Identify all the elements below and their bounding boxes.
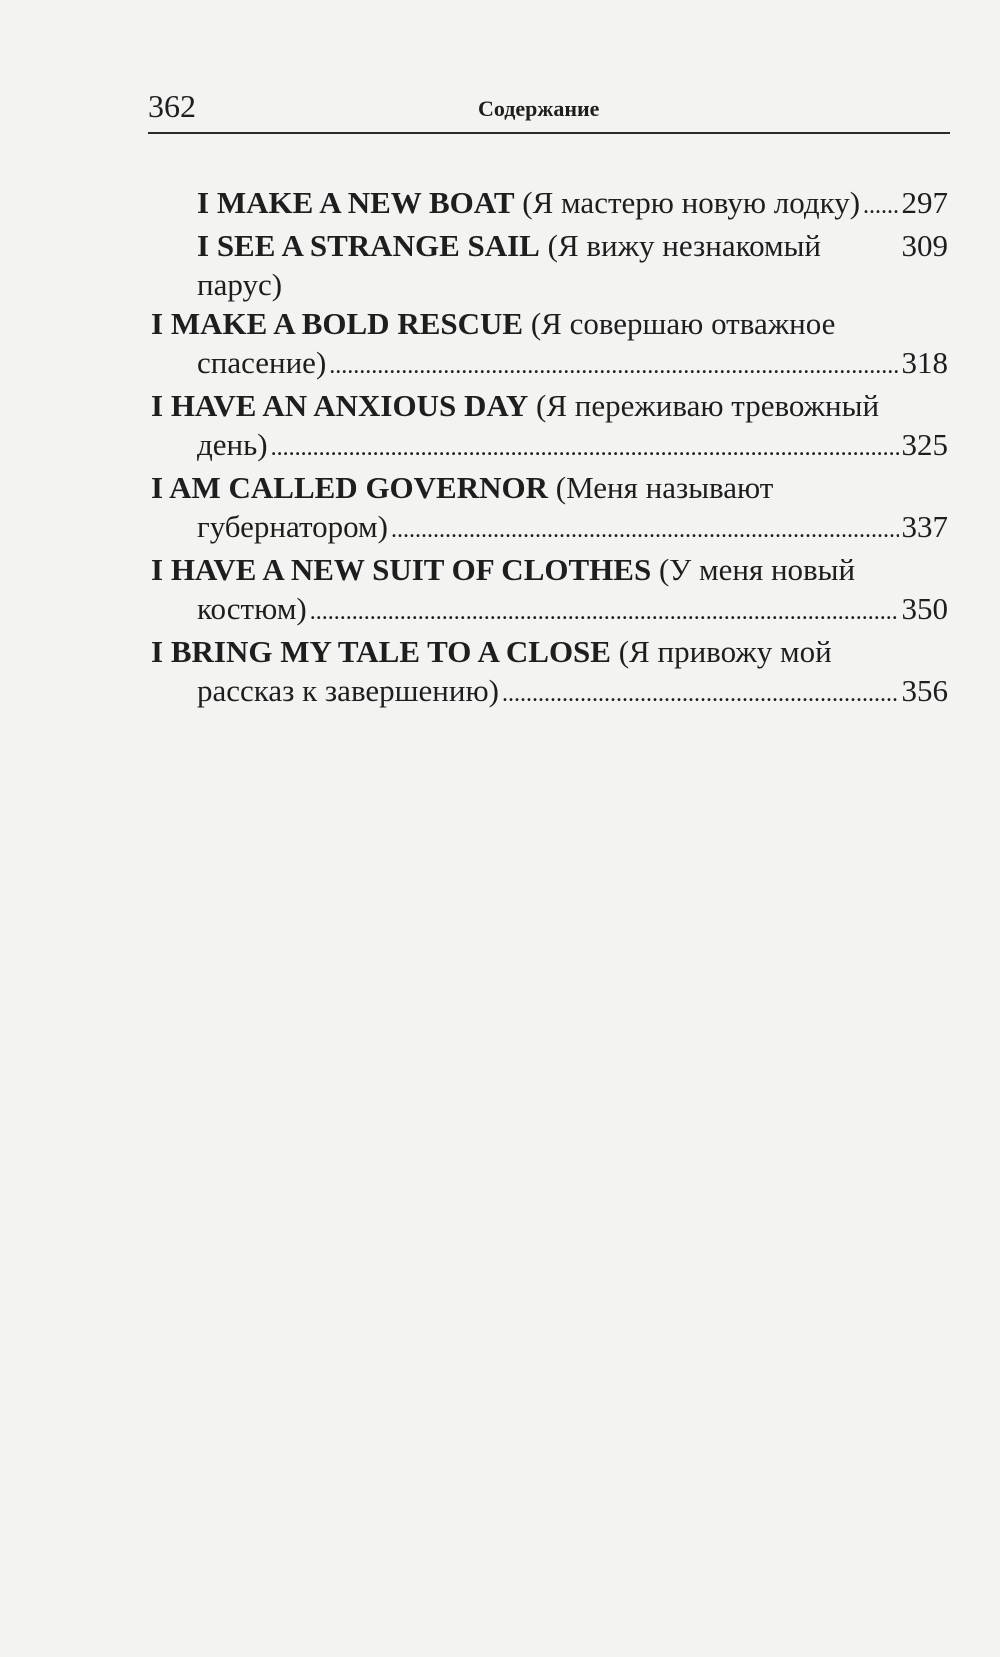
toc-entry-title: I MAKE A BOLD RESCUE bbox=[151, 306, 524, 341]
toc-entry-translation: (Я совершаю отважное bbox=[530, 306, 836, 341]
toc-entry-title: I HAVE AN ANXIOUS DAY bbox=[151, 388, 529, 423]
toc-entry-page: 318 bbox=[901, 345, 948, 380]
toc-entry-title: I MAKE A NEW BOAT bbox=[197, 185, 515, 220]
toc-entry-translation-continued: день) bbox=[197, 427, 268, 462]
toc-entry-title: I AM CALLED GOVERNOR bbox=[151, 470, 549, 505]
toc-entry bbox=[151, 550, 948, 632]
toc-entry-translation: (Меня называют bbox=[555, 470, 774, 505]
page-number: 362 bbox=[148, 88, 196, 124]
toc-entry-continuation bbox=[197, 507, 948, 550]
dot-leader bbox=[502, 675, 899, 714]
toc-entry-translation-continued: костюм) bbox=[197, 591, 307, 626]
toc-entry-translation-continued: губернатором) bbox=[197, 509, 388, 544]
dot-leader bbox=[310, 593, 899, 632]
toc-entry-continuation bbox=[197, 343, 948, 386]
toc-entry-title: I BRING MY TALE TO A CLOSE bbox=[151, 634, 611, 669]
toc-entry bbox=[151, 386, 948, 468]
toc-entry bbox=[151, 183, 948, 226]
toc-entry-translation: (Я переживаю тревожный bbox=[536, 388, 880, 423]
toc-entry-line bbox=[151, 632, 948, 671]
toc-entry-title: I SEE A STRANGE SAIL bbox=[197, 228, 540, 263]
toc-entry-continuation bbox=[197, 589, 948, 632]
running-head: Содержание bbox=[478, 96, 600, 121]
toc-entry-translation-continued: рассказ к завершению) bbox=[197, 673, 499, 708]
toc-entry bbox=[151, 304, 948, 386]
toc-entry-line bbox=[151, 468, 948, 507]
toc-entry-page: 325 bbox=[901, 427, 948, 462]
toc-entry-page: 350 bbox=[901, 591, 948, 626]
table-of-contents bbox=[151, 183, 948, 714]
toc-entry-page: 337 bbox=[901, 509, 948, 544]
dot-leader bbox=[391, 511, 899, 550]
toc-entry bbox=[151, 632, 948, 714]
toc-entry bbox=[151, 226, 948, 304]
toc-entry-continuation bbox=[197, 425, 948, 468]
toc-entry-continuation bbox=[197, 671, 948, 714]
toc-entry-translation-continued: спасение) bbox=[197, 345, 327, 380]
toc-entry-page: 297 bbox=[901, 185, 948, 220]
dot-leader bbox=[863, 187, 898, 226]
toc-entry-line bbox=[151, 386, 948, 425]
toc-entry-line bbox=[197, 183, 948, 226]
toc-entry-translation: (Я привожу мой bbox=[618, 634, 832, 669]
toc-entry-line bbox=[151, 304, 948, 343]
toc-entry-line bbox=[151, 550, 948, 589]
toc-entry-translation: (Я мастерю новую лодку) bbox=[522, 185, 861, 220]
toc-entry-line bbox=[197, 226, 948, 304]
toc-entry-translation: (Я вижу незнакомый парус) bbox=[197, 228, 822, 302]
dot-leader bbox=[271, 429, 899, 468]
toc-entry-translation: (У меня новый bbox=[658, 552, 856, 587]
toc-entry-page: 309 bbox=[901, 228, 948, 263]
dot-leader bbox=[329, 347, 898, 386]
toc-entry bbox=[151, 468, 948, 550]
toc-entry-page: 356 bbox=[901, 673, 948, 708]
toc-entry-title: I HAVE A NEW SUIT OF CLOTHES bbox=[151, 552, 652, 587]
page-header bbox=[148, 86, 950, 134]
